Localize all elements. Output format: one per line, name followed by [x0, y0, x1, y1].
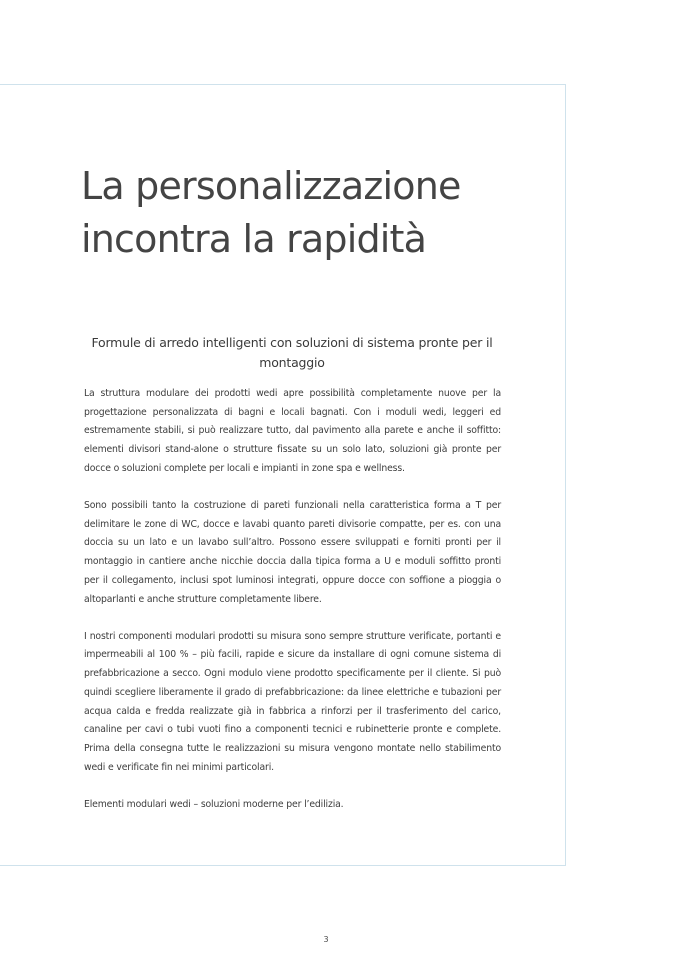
- page-number: 3: [323, 935, 329, 944]
- paragraph-4: Elementi modulari wedi – soluzioni moderne per l’edilizia.: [84, 798, 344, 810]
- subtitle: Formule di arredo intelligenti con soluzioni di sistema pronte per il montaggio: [91, 335, 493, 370]
- page-title-line-1: La personalizzazione: [81, 164, 461, 208]
- paragraph-2: Sono possibili tanto la costruzione di pareti funzionali nella caratteristica forma a T per delimitare le zone di WC, docce e lavabi quanto pareti divisorie compatte, per es. con una doccia su un lato e un lavabo sull’altro. Possono essere sviluppati e forniti pronti per il montaggio in cantiere anche nicchie doccia dalla tipica forma a U e moduli soffitto pronti per il collegamento, inclusi spot luminosi integrati, oppure docce con soffione a pioggia o altoparlanti e anche strutture completamente libere.: [84, 500, 501, 605]
- paragraph-3: I nostri componenti modulari prodotti su misura sono sempre strutture verificate, portanti e impermeabili al 100 % – più facili, rapide e sicure da installare di ogni comune sistema di prefabbricazione a secco. Ogni modulo viene prodotto specificamente per il cliente. Si può quindi scegliere liberamente il grado di prefabbricazione: da linee elettriche e tubazioni per acqua calda e fredda realizzate già in fabbrica a rinforzi per il trasferimento del carico, canaline per cavi o tubi vuoti fino a componenti tecnici e rubinetterie pronte e complete. Prima della consegna tutte le realizzazioni su misura vengono montate nello stabilimento wedi e verificate fin nei minimi particolari.: [84, 630, 501, 773]
- page-title-line-2: incontra la rapidità: [81, 217, 427, 261]
- body-text: [84, 385, 501, 815]
- page-title: [81, 160, 551, 266]
- paragraph-1: La struttura modulare dei prodotti wedi apre possibilità completamente nuove per la progettazione personalizzata di bagni e locali bagnati. Con i moduli wedi, leggeri ed estremamente stabili, si può realizzare tutto, dal pavimento alla parete e anche il soffitto: elementi divisori stand-alone o strutture fissate su un solo lato, soluzioni già pronte per docce o soluzioni complete per locali e impianti in zone spa e wellness.: [84, 388, 501, 474]
